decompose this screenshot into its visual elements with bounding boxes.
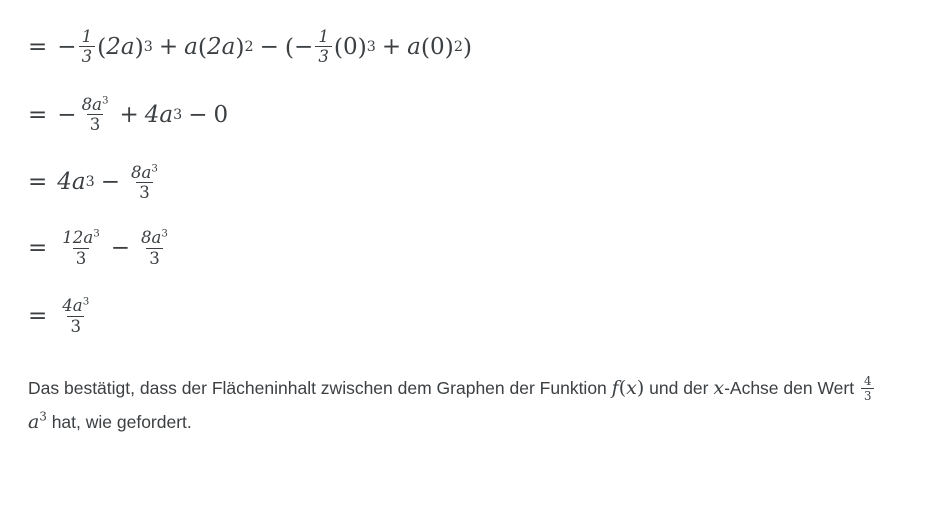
fraction-denominator: 3 [73,248,90,267]
fraction-denominator: 3 [136,182,153,201]
fraction-numerator [138,229,171,247]
numerator-exponent: 3 [93,227,100,240]
fraction-numerator: 1 [81,27,93,46]
term-4a: 4a [144,101,174,128]
fraction-denominator: 3 [315,46,332,65]
plus-sign-2: + [381,33,402,60]
math-derivation [28,28,927,335]
open-paren: ( [618,376,627,399]
fraction-four-thirds [861,375,875,403]
variable-a: a [28,410,40,433]
minus-sign-2: − [188,101,208,128]
close-paren-2: ) [235,32,245,61]
math-line-2: = − $\frac{8a^3}{3}$ + 4a 3 − 0 [28,94,229,135]
minus-sign: − [110,235,131,262]
inline-math-x: x [713,376,725,399]
fraction-denominator: 3 [67,316,84,335]
fraction-8a3-over-3 [79,96,112,134]
equals-sign: = [28,235,48,262]
fraction-denominator: 3 [146,248,163,267]
fraction-numerator [128,164,161,182]
numerator-exponent: 3 [101,94,109,107]
term-2a: 2a [106,33,135,60]
math-line-1: = − $\frac{1}{3}$ ( 2a ) 3 + a ( 2a ) 2 − ( − $\frac{1}{3}$ ( 0 ) 3 + a ( 0 ) 2 ) [28,27,473,67]
numerator-base: 8a [81,94,102,114]
equals-sign: = [28,169,48,196]
fraction-12a3-over-3 [59,229,102,267]
open-paren-3: ( [333,32,343,61]
numerator-base: 12a [62,228,94,248]
paragraph-text-1: Das bestätigt, dass der Flächeninhalt zwischen dem Graphen der Funktion [28,377,612,398]
exponent-3: 3 [39,409,47,424]
fraction-4a3-over-3 [59,297,92,335]
conclusion-paragraph [28,371,888,439]
minus-sign-2: − [259,33,279,60]
inline-math-f-of-x [612,377,645,399]
math-line-4 [28,229,927,267]
open-paren-group: ( [284,32,295,61]
close-paren-group: ) [462,32,473,61]
fraction-denominator: 3 [861,388,875,402]
fraction-8a3-over-3 [128,164,161,202]
fraction-one-third-2 [315,28,332,66]
fraction-numerator [79,96,112,114]
variable-x: x [626,376,637,399]
term-zero: 0 [343,33,358,60]
close-paren: ) [134,32,144,61]
fraction-numerator: 4 [863,374,872,389]
function-name: f [611,376,619,399]
term-a: a [184,33,198,60]
paragraph-text-4: hat, wie gefordert. [46,411,192,432]
close-paren-3: ) [357,32,367,61]
fraction-one-third [79,28,96,66]
paragraph-text-2: und der [644,377,714,398]
close-paren: ) [636,376,645,399]
numerator-base: 8a [141,228,162,248]
numerator-base: 8a [131,162,152,182]
fraction-denominator: 3 [79,46,96,65]
math-line-3: = 4a 3 − $\frac{8a^3}{3}$ [28,164,927,202]
term-a-2: a [407,33,421,60]
document-page [0,28,927,511]
close-paren-4: ) [444,32,454,61]
plus-sign: + [158,33,179,60]
numerator-base: 4a [62,296,83,316]
numerator-exponent: 3 [161,227,168,240]
equals-sign: = [28,33,48,60]
numerator-exponent: 3 [82,295,90,308]
fraction-numerator [59,229,102,247]
equals-sign: = [28,303,48,330]
term-4a: 4a [57,169,86,196]
minus-sign: − [57,101,77,128]
open-paren-4: ( [420,32,431,61]
open-paren: ( [97,32,107,61]
fraction-numerator: 1 [318,27,329,46]
fraction-denominator: 3 [87,114,104,133]
term-minus: − [57,33,77,60]
paragraph-text-3: -Achse den Wert [724,377,859,398]
open-paren-2: ( [197,32,207,61]
equals-sign: = [28,101,48,128]
term-zero-2: 0 [430,33,445,60]
term-zero: 0 [213,101,229,128]
plus-sign: + [119,101,139,128]
numerator-exponent: 3 [151,162,158,175]
fraction-numerator [59,297,92,315]
minus-sign: − [100,169,120,196]
minus-sign-3: − [294,33,314,60]
math-line-5 [28,297,927,335]
fraction-8a3-over-3 [138,229,171,267]
term-2a-2: 2a [207,33,236,60]
